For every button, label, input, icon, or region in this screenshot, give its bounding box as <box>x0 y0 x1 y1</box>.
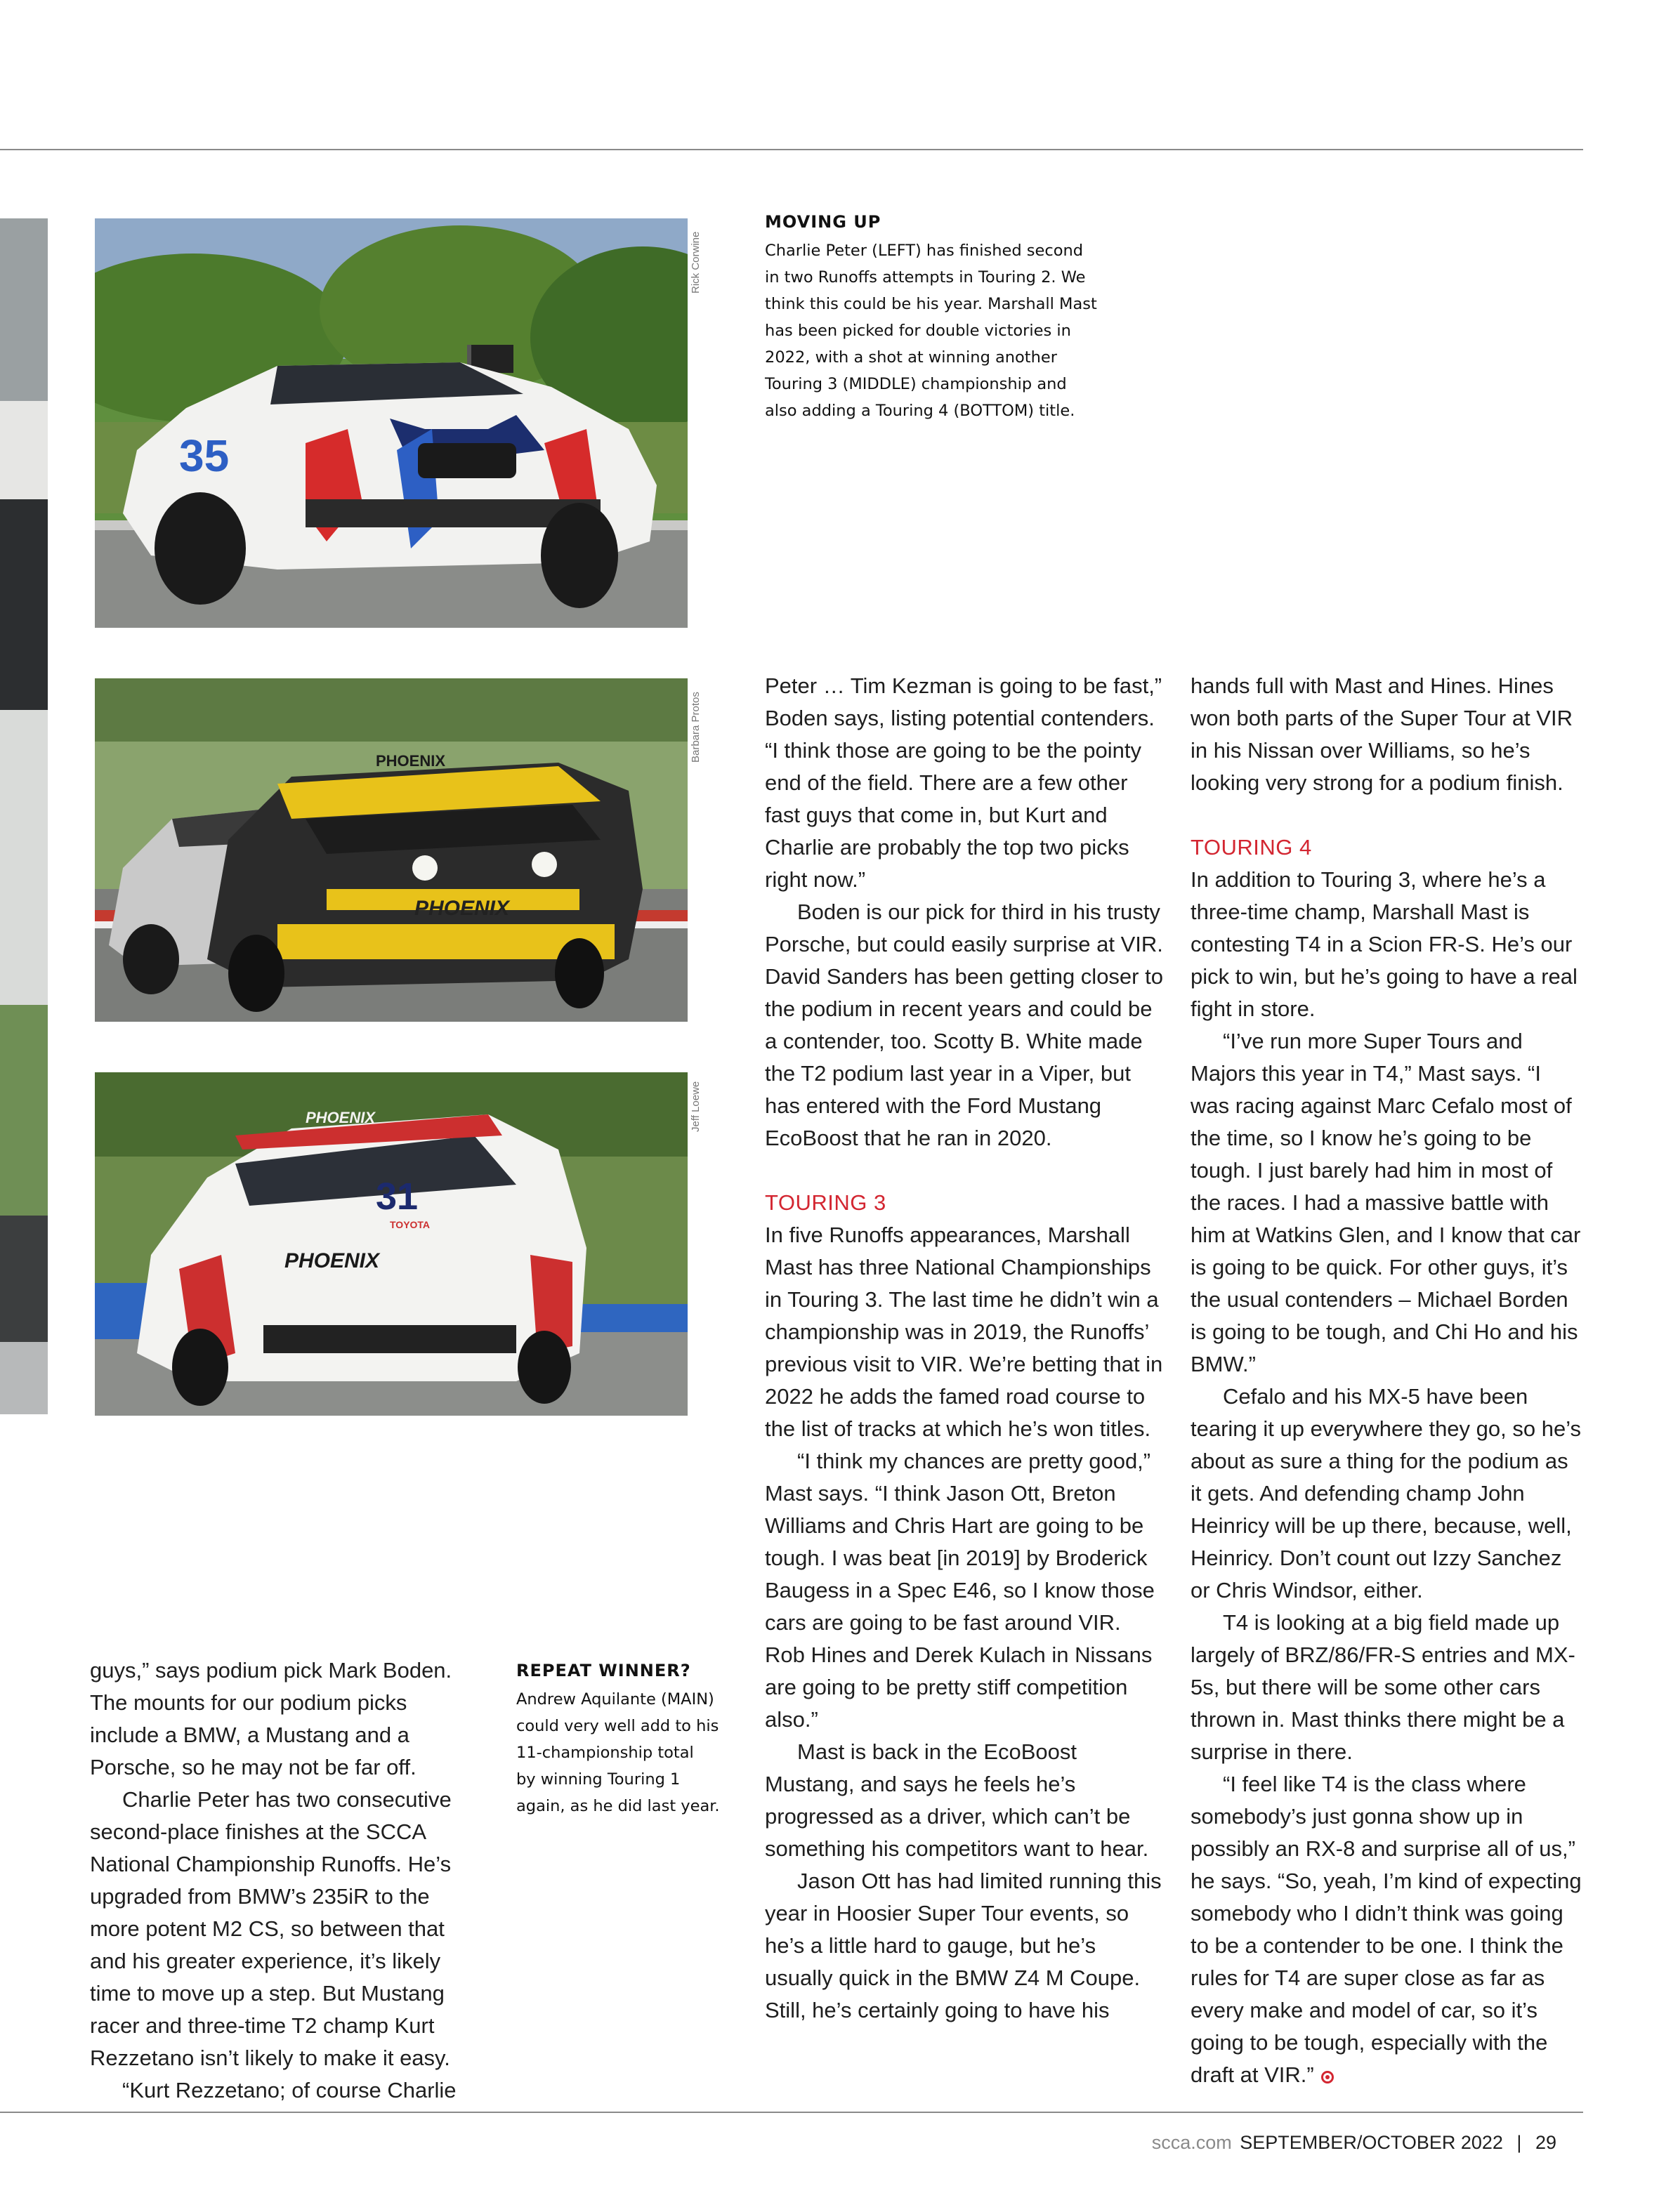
mustang-bumper-text: PHOENIX <box>414 897 510 920</box>
gt86-sponsor-text: TOYOTA <box>390 1219 431 1230</box>
paragraph: Charlie Peter has two consecutive second-place finishes at the SCCA National Championship Runoffs. He’s upgraded from BMW’s 235iR to the more potent M2 CS, so between that and his greater experience, it’s likely time to move up a step. But Mustang racer and three-time T2 champ Kurt Rezzetano isn’t likely to make it easy. <box>90 1787 452 2070</box>
photo-mustang <box>95 678 688 1022</box>
gt86-number-text: 31 <box>376 1176 419 1218</box>
caption-line: again, as he did last year. <box>516 1797 720 1815</box>
mustang-hood-text: PHOENIX <box>376 752 446 770</box>
bmw-number-text: 35 <box>179 430 230 481</box>
paragraph-text: “I feel like T4 is the class where somebody’s just gonna show up in possibly an RX-8 and surprise all of us,” he says. “So, yeah, I’m kind of expecting somebody who I didn’t think was going to be a contender to be one. I think the rules for T4 are super close as far as every make and model of car, so it’s going to be tough, especially with the draft at VIR.” <box>1191 1772 1582 2087</box>
caption-line: Touring 3 (MIDDLE) championship and <box>765 375 1067 393</box>
paragraph: Boden is our pick for third in his trusty Porsche, but could easily surprise at VIR. David Sanders has been getting closer to the podium in recent years and could be a contender, too. Scotty B. White made the T2 podium last year in a Viper, but has entered with the Ford Mustang EcoBoost that he ran in 2020. <box>765 900 1163 1150</box>
paragraph: “I’ve run more Super Tours and Majors this year in T4,” Mast says. “I was racing against Marc Cefalo most of the time, so I know he’s going to be tough. I just barely had him in most of the races. I had a massive battle with him at Watkins Glen, and I know that car is going to be quick. For other guys, it’s the usual contenders – Michael Borden is going to be tough, and Chi Ho and his BMW.” <box>1191 1029 1581 1376</box>
paragraph: In addition to Touring 3, where he’s a three-time champ, Marshall Mast is contesting T4 in a Scion FR-S. He’s our pick to win, but he’s going to have a real fight in store. <box>1191 867 1578 1021</box>
footer-issue: SEPTEMBER/OCTOBER 2022 <box>1240 2132 1503 2153</box>
caption-line: has been picked for double victories in <box>765 322 1071 340</box>
paragraph: “I think my chances are pretty good,” Mast says. “I think Jason Ott, Breton Williams and Chris Hart are going to be tough. I was beat [in 2019] by Broderick Baugess in a Spec E46, so I know those cars are going to be fast around VIR. Rob Hines and Derek Kulach in Nissans are going to be pretty stiff competition also.” <box>765 1449 1155 1732</box>
caption-heading: REPEAT WINNER? <box>516 1661 691 1680</box>
photo-credit-bottom: Jeff Loewe <box>690 1081 702 1132</box>
paragraph: “Kurt Rezzetano; of course Charlie <box>122 2078 457 2102</box>
caption-body <box>765 237 1102 424</box>
footer-site: scca.com <box>1151 2132 1232 2153</box>
caption-body <box>516 1686 741 1819</box>
caption-moving-up <box>765 212 1102 424</box>
caption-line: 2022, with a shot at winning another <box>765 348 1057 367</box>
main-photo-edge <box>0 218 48 1414</box>
section-heading-touring-3: TOURING 3 <box>765 1190 886 1215</box>
paragraph <box>1191 1768 1584 2091</box>
paragraph: T4 is looking at a big field made up largely of BRZ/86/FR-S entries and MX-5s, but there will be some other cars thrown in. Mast thinks there might be a surprise in there. <box>1191 1610 1575 1764</box>
caption-heading: MOVING UP <box>765 212 881 232</box>
paragraph: Peter … Tim Kezman is going to be fast,” Boden says, listing potential contenders. “I think those are going to be the pointy end of the field. There are a few other fast guys that come in, but Kurt and Charlie are probably the top two picks right now.” <box>765 673 1162 892</box>
caption-repeat-winner <box>516 1661 741 1819</box>
gt86-hood-text: PHOENIX <box>284 1249 380 1272</box>
paragraph: Jason Ott has had limited running this year in Hoosier Super Tour events, so he’s a little hard to gauge, but he’s usually quick in the BMW Z4 M Coupe. Still, he’s certainly going to have his <box>765 1869 1162 2022</box>
paragraph: Cefalo and his MX-5 have been tearing it up everywhere they go, so he’s about as sure a thing for the podium as it gets. And defending champ John Heinricy will be up there, because, well, Heinricy. Don’t count out Izzy Sanchez or Chris Windsor, either. <box>1191 1384 1582 1602</box>
end-of-article-icon <box>1321 2071 1334 2083</box>
caption-line: Andrew Aquilante (MAIN) <box>516 1690 714 1709</box>
paragraph: Mast is back in the EcoBoost Mustang, and says he feels he’s progressed as a driver, which can’t be something his competitors want to hear. <box>765 1739 1149 1861</box>
page-number: 29 <box>1535 2132 1556 2153</box>
article-column-3 <box>1191 670 1584 2091</box>
bottom-rule <box>0 2112 1583 2113</box>
caption-line: could very well add to his <box>516 1717 719 1735</box>
caption-line: think this could be his year. Marshall Mast <box>765 295 1097 313</box>
caption-line: by winning Touring 1 <box>516 1770 681 1789</box>
caption-line: Charlie Peter (LEFT) has finished second <box>765 242 1084 260</box>
photo-credit-top: Rick Corwine <box>690 231 702 294</box>
top-rule <box>0 149 1583 150</box>
section-heading-touring-4: TOURING 4 <box>1191 835 1312 860</box>
article-column-2 <box>765 670 1165 2027</box>
paragraph: guys,” says podium pick Mark Boden. The mounts for our podium picks include a BMW, a Mustang and a Porsche, so he may not be far off. <box>90 1658 452 1779</box>
paragraph: In five Runoffs appearances, Marshall Mast has three National Championships in Touring 3. The last time he didn’t win a championship was in 2019, the Runoffs’ previous visit to VIR. We’re betting that in 2022 he adds the famed road course to the list of tracks at which he’s won titles. <box>765 1223 1163 1441</box>
gt86-windshield-text: PHOENIX <box>306 1109 376 1126</box>
caption-line: in two Runoffs attempts in Touring 2. We <box>765 268 1086 287</box>
article-column-1 <box>90 1654 473 2107</box>
photo-bmw-m2 <box>95 218 688 628</box>
caption-line: 11-championship total <box>516 1744 694 1762</box>
caption-line: also adding a Touring 4 (BOTTOM) title. <box>765 402 1075 420</box>
paragraph: hands full with Mast and Hines. Hines won both parts of the Super Tour at VIR in his Nissan over Williams, so he’s looking very strong for a podium finish. <box>1191 673 1573 795</box>
page-footer <box>1152 2132 1556 2154</box>
photo-credit-middle: Barbara Protos <box>690 692 702 763</box>
footer-separator: | <box>1516 2132 1522 2153</box>
photo-gt86 <box>95 1072 688 1416</box>
